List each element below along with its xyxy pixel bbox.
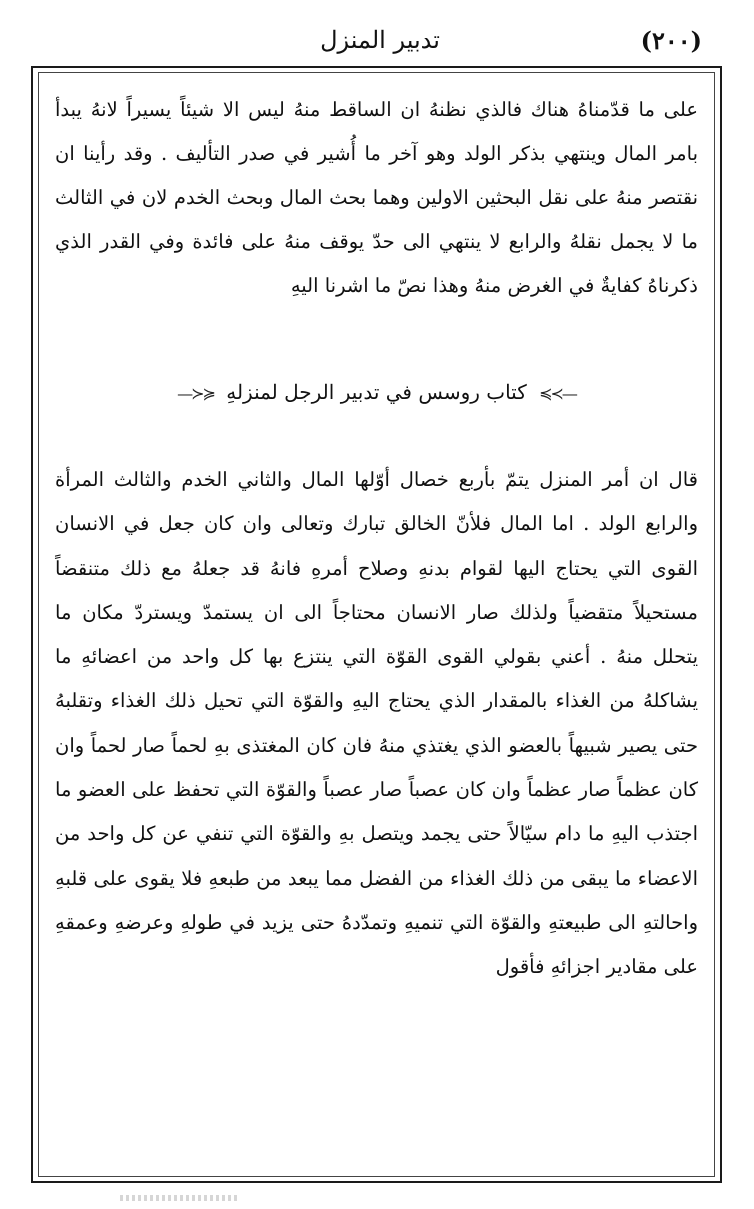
running-title: تدبير المنزل (320, 26, 440, 54)
body-paragraph: قال ان أمر المنزل يتمّ بأربع خصال أوّلها المال والثاني الخدم والثالث المرأة والرابع الولد . اما المال فلأنّ الخالق تبارك وتعالى وان كان جعل في الانسان القوى التي يحتاج اليها لقوام بدنهِ وصلاح أمرهِ فانهُ قد جعلهُ مع ذلك متنقضاً مستحيلاً متقضياً ولذلك صار الانسان محتاجاً الى ان يستمدّ ويستردّ مكان ما يتحلل منهُ . أعني بقولي القوى القوّة التي ينتزع بها كل واحد من اعضائهِ ما يشاكلهُ من الغذاء بالمقدار الذي يحتاج اليهِ والقوّة التي تحيل ذلك الغذاء وتقلبهُ حتى يصير شبيهاً بالعضو الذي يغتذي منهُ فان كان المغتذى بهِ لحماً صار لحماً وان كان عظماً صار عظماً وان كان عصباً صار عصباً والقوّة التي تحفظ على العضو ما اجتذب اليهِ ما دام سيّالاً حتى يجمد ويتصل بهِ والقوّة التي تنفي عن كل واحد من الاعضاء ما يبقى من ذلك الغذاء من الفضل مما يبعد من طبعهِ فلا يقوى على قلبهِ واحالتهِ الى طبيعتهِ والقوّة التي تنميهِ وتمدّدهُ حتى يزيد في طولهِ وعرضهِ وعمقهِ على مقادير اجزائهِ فأقول (55, 468, 698, 979)
page-frame (31, 66, 722, 1183)
ornament-left-icon: ≼≺— (177, 384, 214, 403)
intro-text-block (55, 88, 698, 308)
footer-scan-mark (120, 1195, 240, 1201)
intro-paragraph: على ما قدّمناهُ هناك فالذي نظنهُ ان الساقط منهُ ليس الا شيئاً يسيراً لانهُ يبدأ بامر المال وينتهي بذكر الولد وهو آخر ما أُشير في صدر التأليف . وقد رأينا ان نقتصر منهُ على نقل البحثين الاولين وهما بحث المال وبحث الخدم لان في الثالث ما لا يجمل نقلهُ والرابع لا ينتهي الى حدّ يوقف منهُ على فائدة وفي القدر الذي ذكرناهُ كفايةٌ في الغرض منهُ وهذا نصّ ما اشرنا اليهِ (55, 98, 699, 297)
page-number: (٢٠٠) (640, 26, 702, 55)
ornament-right-icon: —≻≽ (539, 384, 576, 403)
body-text-block (55, 458, 698, 990)
section-title: كتاب روسس في تدبير الرجل لمنزلهِ (226, 380, 527, 404)
page-header (50, 20, 710, 64)
section-heading (33, 380, 720, 404)
